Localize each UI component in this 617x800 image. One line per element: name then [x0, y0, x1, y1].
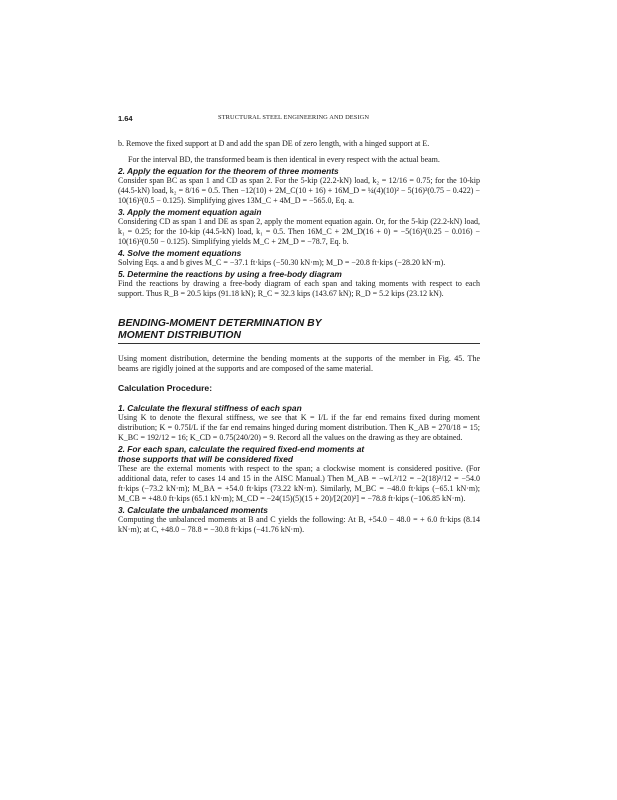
- page-number: 1.64: [118, 114, 133, 123]
- item-b-text: b. Remove the fixed support at D and add the span DE of zero length, with a hinged support at E.: [118, 139, 430, 148]
- section-title-line-2: MOMENT DISTRIBUTION: [118, 329, 241, 341]
- step-3-heading: 3. Apply the moment equation again: [118, 207, 262, 217]
- step-2-heading: 2. Apply the equation for the theorem of three moments: [118, 166, 339, 176]
- proc-step-3-paragraph: Computing the unbalanced moments at B and C yields the following: At B, +54.0 − 48.0 = + 6.0 ft·kips (8.14 kN·m); at C, +48.0 − 78.8 = −30.8 ft·kips (−41.76 kN·m).: [118, 515, 480, 534]
- proc-step-1-heading: 1. Calculate the flexural stiffness of each span: [118, 403, 302, 413]
- page-body: [118, 139, 480, 535]
- proc-step-2-heading-line-2: those supports that will be considered fixed: [118, 454, 293, 464]
- step-4-heading: 4. Solve the moment equations: [118, 248, 242, 258]
- step-5-heading: 5. Determine the reactions by using a free-body diagram: [118, 269, 342, 279]
- proc-step-2-heading-line-1: 2. For each span, calculate the required fixed-end moments at: [118, 444, 365, 454]
- step-4-paragraph: Solving Eqs. a and b gives M_C = −37.1 ft·kips (−50.30 kN·m); M_D = −20.8 ft·kips (−28.20 kN·m).: [118, 258, 446, 267]
- proc-step-1-paragraph: Using K to denote the flexural stiffness, we see that K = I/L if the far end remains fixed during moment distribution; K = 0.75I/L if the far end remains hinged during moment distribution. Then K_AB = 270/18 = 15; K_BC = 192/12 = 16; K_CD = 0.75(240/20) = 9. Record all the values on the drawing as they are obtained.: [118, 413, 480, 442]
- interval-paragraph: For the interval BD, the transformed beam is then identical in every respect with the actual beam.: [128, 155, 440, 164]
- step-2-paragraph: Consider span BC as span 1 and CD as span 2. For the 5-kip (22.2-kN) load, k₂ = 12/16 = 0.75; for the 10-kip (44.5-kN) load, k₂ = 8/16 = 0.5. Then −12(10) + 2M_C(10 + 16) + 16M_D = ¼(4)(10)² − 5(16)²(0.75 − 0.422) − 10(16)²(0.5 − 0.125). Simplifying gives 13M_C + 4M_D = −565.0, Eq. a.: [118, 176, 480, 205]
- section-intro: Using moment distribution, determine the bending moments at the supports of the member in Fig. 45. The beams are rigidly joined at the supports and are composed of the same material.: [118, 354, 480, 373]
- step-3-paragraph: Considering CD as span 1 and DE as span 2, apply the moment equation again. Or, for the 5-kip (22.2-kN) load, k₁ = 0.25; for the 10-kip (44.5-kN) load, k₁ = 0.5. Then 16M_C + 2M_D(16 + 0) = −5(16)²(0.25 − 0.016) − 10(16)²(0.50 − 0.125). Simplifying yields M_C + 2M_D = −78.7, Eq. b.: [118, 217, 480, 246]
- running-title: STRUCTURAL STEEL ENGINEERING AND DESIGN: [218, 114, 370, 121]
- procedure-heading: Calculation Procedure:: [118, 383, 213, 393]
- step-5-paragraph: Find the reactions by drawing a free-body diagram of each span and taking moments with respect to each support. Thus R_B = 20.5 kips (91.18 kN); R_C = 32.3 kips (143.67 kN); R_D = 5.2 kips (23.12 kN).: [118, 279, 480, 298]
- section-title-line-1: BENDING-MOMENT DETERMINATION BY: [118, 318, 322, 329]
- proc-step-3-heading: 3. Calculate the unbalanced moments: [118, 505, 268, 515]
- proc-step-2-paragraph: These are the external moments with respect to the span; a clockwise moment is considered positive. (For additional data, refer to cases 14 and 15 in the AISC Manual.) Then M_AB = −wL²/12 = −2(18)²/12 = −54.0 ft·kips (−73.2 kN·m); M_BA = +54.0 ft·kips (73.22 kN·m). Similarly, M_BC = −48.0 ft·kips (−65.1 kN·m); M_CB = +48.0 ft·kips (65.1 kN·m); M_CD = −24(15)(5)(15 + 20)/[2(20)²] = −78.8 ft·kips (−106.85 kN·m).: [118, 464, 480, 503]
- page-header: [118, 114, 480, 126]
